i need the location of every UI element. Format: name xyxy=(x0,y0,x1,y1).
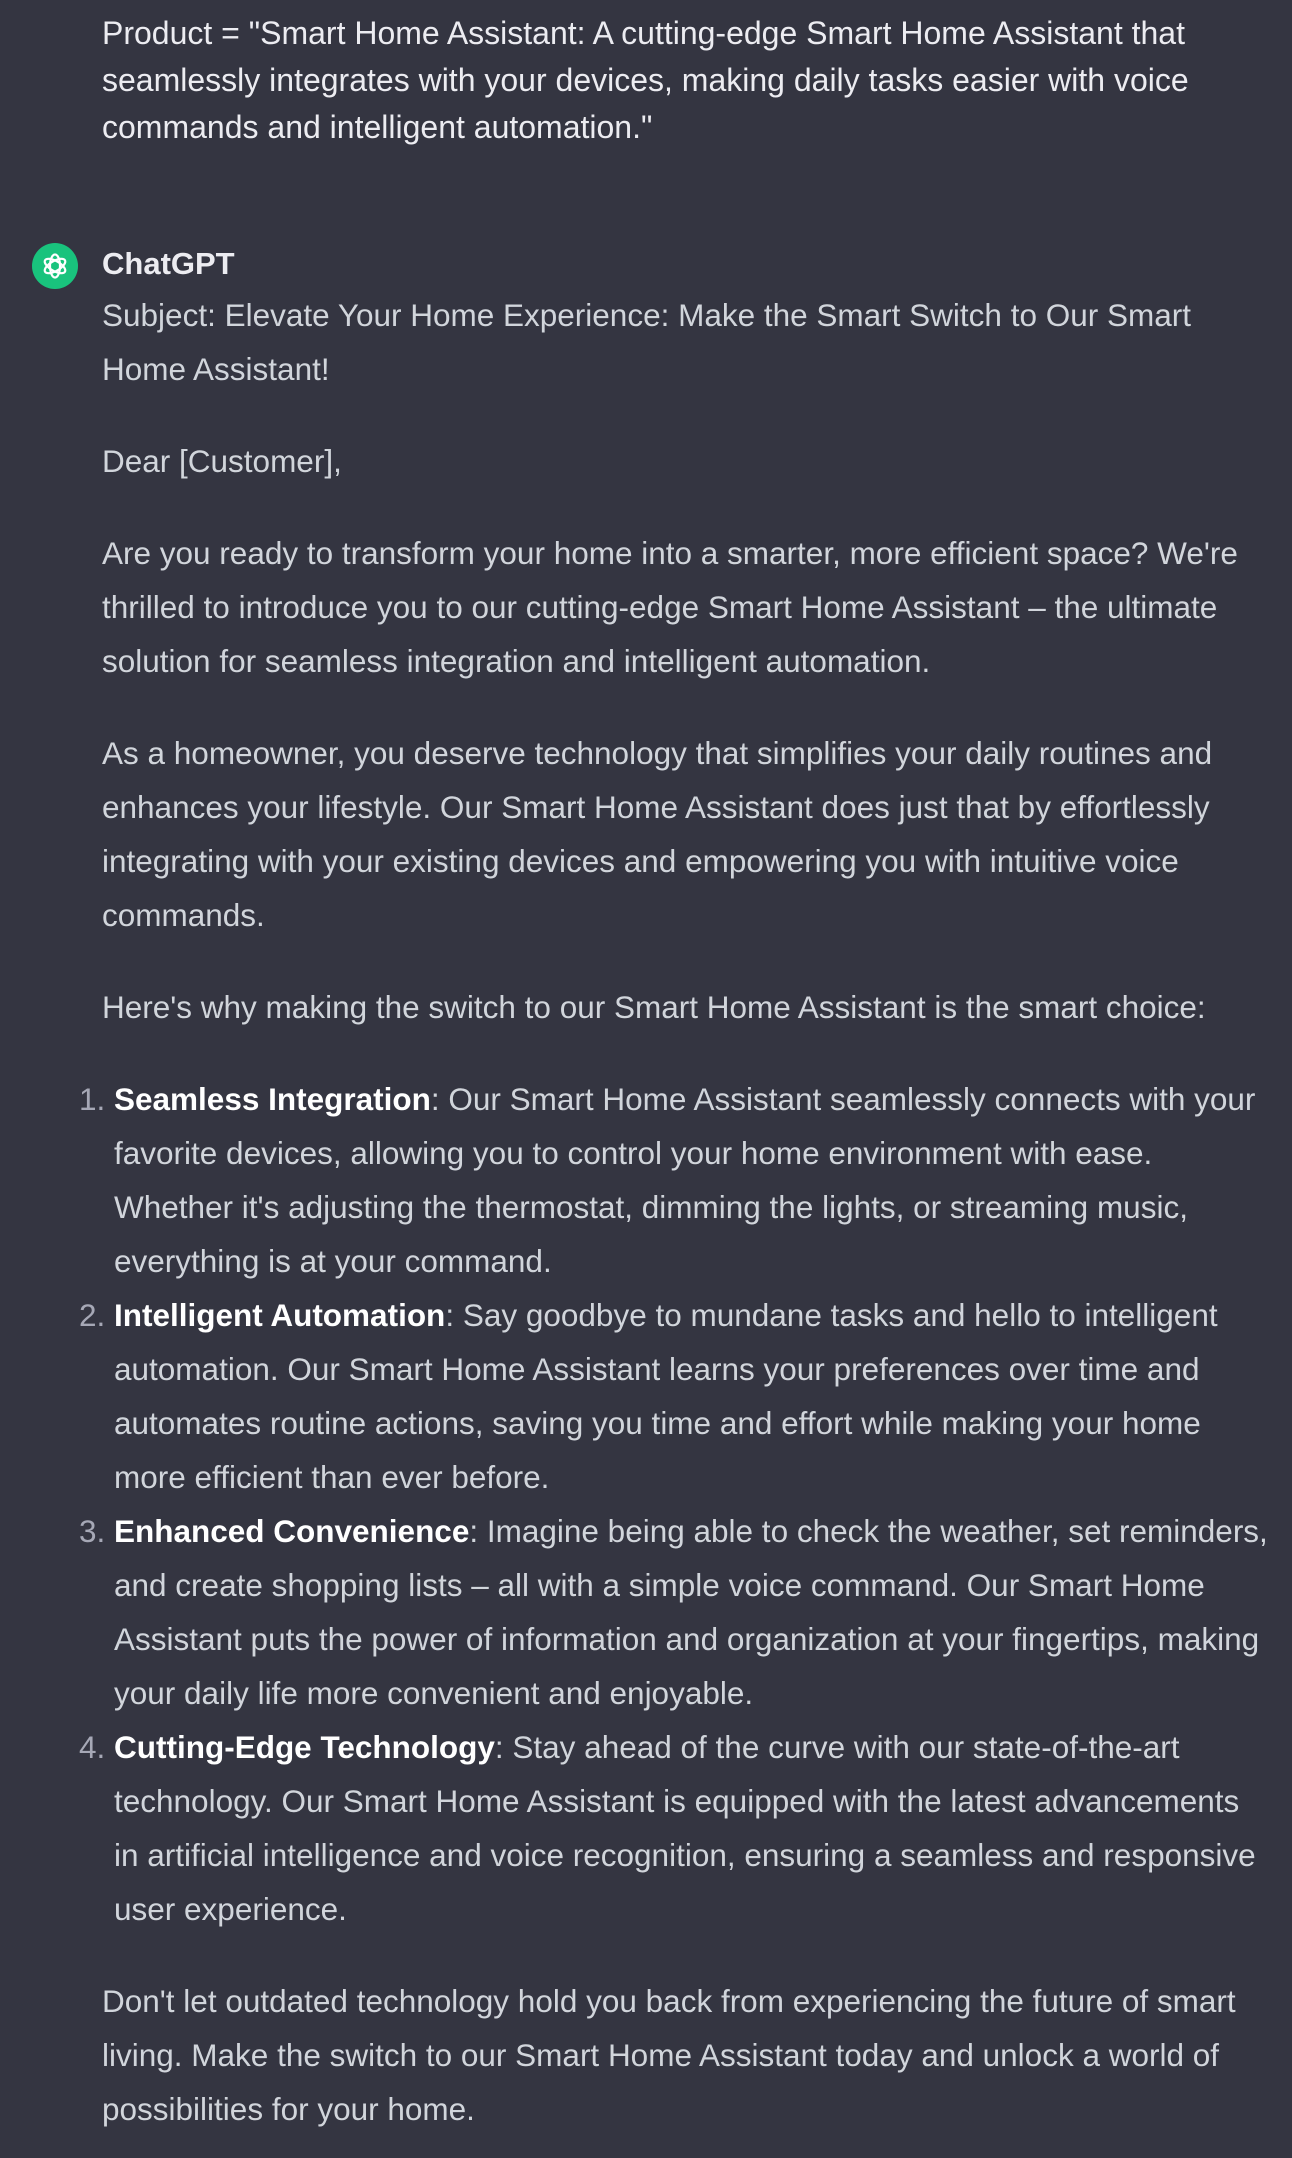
list-item xyxy=(79,1072,1270,1288)
paragraph-intro: Are you ready to transform your home into a smarter, more efficient space? We're thrilled to introduce you to our cutting-edge Smart Home Assistant – the ultimate solution for seamless integration and intelligent automation. xyxy=(102,535,1238,679)
list-item xyxy=(79,1288,1270,1504)
list-item xyxy=(79,1720,1270,1936)
chatgpt-avatar xyxy=(32,243,78,289)
feature-list xyxy=(79,1072,1270,1936)
list-item-title: Intelligent Automation xyxy=(114,1297,446,1333)
list-item-text: : Stay ahead of the curve with our state-of-the-art technology. Our Smart Home Assistant is equipped with the latest advancements in artificial intelligence and voice recognition, ensuring a seamless and responsive user experience. xyxy=(114,1729,1256,1927)
paragraph-homeowner: As a homeowner, you deserve technology that simplifies your daily routines and enhances your lifestyle. Our Smart Home Assistant does just that by effortlessly integrating with your existing devices and empowering you with intuitive voice commands. xyxy=(102,735,1213,933)
list-item-title: Seamless Integration xyxy=(114,1081,431,1117)
list-item-title: Enhanced Convenience xyxy=(114,1513,470,1549)
message-content xyxy=(79,288,1270,2158)
list-item-text: : Say goodbye to mundane tasks and hello to intelligent automation. Our Smart Home Assistant learns your preferences over time and automates routine actions, saving you time and effort while making your home more efficient than ever before. xyxy=(114,1297,1218,1495)
paragraph-greeting: Dear [Customer], xyxy=(102,443,342,479)
paragraph-closing: Don't let outdated technology hold you back from experiencing the future of smart living. Make the switch to our Smart Home Assistant today and unlock a world of possibilities for your home. xyxy=(102,1983,1236,2127)
list-number: 2. xyxy=(79,1297,106,1333)
list-number: 4. xyxy=(79,1729,106,1765)
author-name: ChatGPT xyxy=(102,246,235,281)
list-number: 3. xyxy=(79,1513,106,1549)
paragraph-subject: Subject: Elevate Your Home Experience: Make the Smart Switch to Our Smart Home Assistant! xyxy=(102,297,1191,387)
paragraph-why: Here's why making the switch to our Smart Home Assistant is the smart choice: xyxy=(102,989,1206,1025)
list-item xyxy=(79,1504,1270,1720)
list-item-text: : Our Smart Home Assistant seamlessly connects with your favorite devices, allowing you to control your home environment with ease. Whether it's adjusting the thermostat, dimming the lights, or streaming music, everything is at your command. xyxy=(114,1081,1256,1279)
openai-logo-icon xyxy=(39,250,71,282)
user-message: Product = "Smart Home Assistant: A cutting-edge Smart Home Assistant that seamlessly integrates with your devices, making daily tasks easier with voice commands and intelligent automation." xyxy=(102,15,1189,145)
list-item-text: : Imagine being able to check the weather, set reminders, and create shopping lists – all with a simple voice command. Our Smart Home Assistant puts the power of information and organization at your fingertips, making your daily life more convenient and enjoyable. xyxy=(114,1513,1268,1711)
list-number: 1. xyxy=(79,1081,106,1117)
list-item-title: Cutting-Edge Technology xyxy=(114,1729,495,1765)
